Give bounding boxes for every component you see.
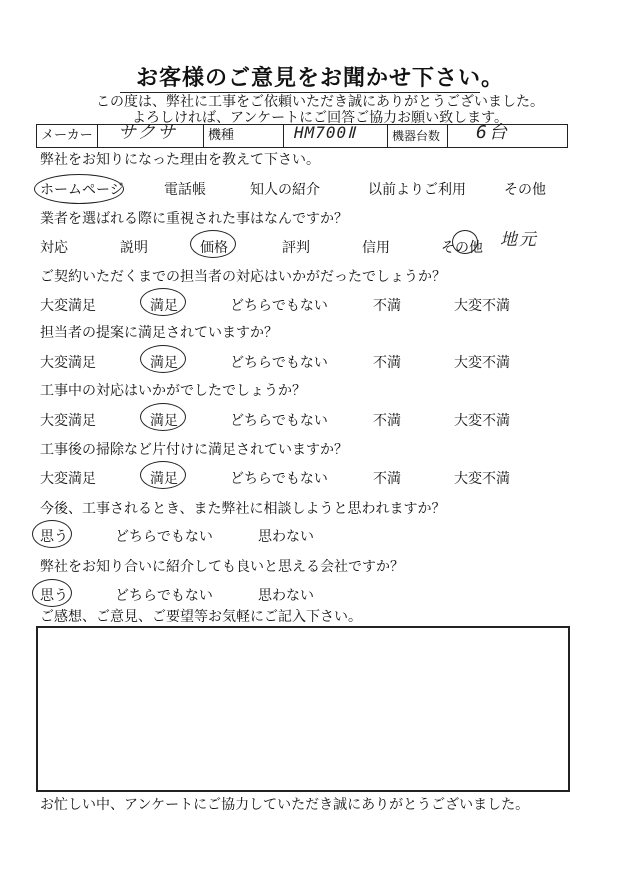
q6-option-neutral[interactable]: どちらでもない: [230, 471, 328, 487]
q2-option-other[interactable]: その他: [441, 240, 483, 256]
count-label: 機器台数: [392, 129, 441, 143]
q5-option-satisfied[interactable]: 満足: [150, 413, 178, 429]
q6-selection-circle: [140, 461, 186, 489]
q8-option-disagree[interactable]: 思わない: [258, 588, 314, 604]
q4-selection-circle: [140, 345, 186, 373]
question-8-text: 弊社をお知り合いに紹介しても良いと思える会社ですか？: [40, 559, 404, 575]
q1-option-phonebook[interactable]: 電話帳: [164, 182, 206, 198]
q2-option-response[interactable]: 対応: [40, 240, 68, 256]
question-4-text: 担当者の提案に満足されていますか？: [40, 325, 278, 341]
q4-option-dissatisfied[interactable]: 不満: [373, 355, 401, 371]
q1-option-previous[interactable]: 以前よりご利用: [368, 182, 466, 198]
q5-option-neutral[interactable]: どちらでもない: [230, 413, 328, 429]
question-3-text: ご契約いただくまでの担当者の対応はいかがだったでしょうか？: [40, 269, 446, 285]
q5-option-dissatisfied[interactable]: 不満: [373, 413, 401, 429]
q6-option-very-dissatisfied[interactable]: 大変不満: [454, 471, 510, 487]
title-underline: [120, 92, 480, 93]
question-7-text: 今後、工事されるとき、また弊社に相談しようと思われますか？: [40, 501, 446, 517]
maker-label: メーカー: [41, 128, 93, 143]
q3-option-very-satisfied[interactable]: 大変満足: [40, 298, 96, 314]
q2-option-explanation[interactable]: 説明: [120, 240, 148, 256]
q4-option-satisfied[interactable]: 満足: [150, 355, 178, 371]
model-value: HM700Ⅱ: [294, 123, 357, 142]
q7-option-agree[interactable]: 思う: [40, 529, 68, 545]
intro-line-2: よろしければ、アンケートにご回答ご協力お願い致します。: [131, 110, 509, 126]
q6-option-dissatisfied[interactable]: 不満: [373, 471, 401, 487]
q2-option-trust[interactable]: 信用: [362, 240, 390, 256]
question-6-text: 工事後の掃除など片付けに満足されていますか？: [40, 442, 348, 458]
q8-selection-circle: [32, 579, 72, 607]
intro-line-1: この度は、弊社に工事をご依頼いただき誠にありがとうございました。: [96, 94, 544, 110]
q2-price-circle: [190, 230, 236, 258]
q3-option-very-dissatisfied[interactable]: 大変不満: [454, 298, 510, 314]
footer-thanks: お忙しい中、アンケートにご協力していただき誠にありがとうございました。: [40, 797, 530, 813]
q4-option-very-dissatisfied[interactable]: 大変不満: [454, 355, 510, 371]
maker-label-cell: [37, 125, 97, 147]
equipment-info-table: [36, 124, 568, 148]
q4-option-neutral[interactable]: どちらでもない: [230, 355, 328, 371]
question-5-text: 工事中の対応はいかがでしたでしょうか？: [40, 383, 306, 399]
count-value: 6台: [476, 122, 509, 143]
q3-option-satisfied[interactable]: 満足: [150, 298, 178, 314]
q1-selection-circle: [34, 174, 124, 204]
question-2-text: 業者を選ばれる際に重視された事はなんですか？: [40, 211, 348, 227]
q2-other-circle: [452, 230, 478, 254]
q3-selection-circle: [140, 288, 186, 316]
maker-value-cell[interactable]: [97, 122, 203, 147]
survey-title: お客様のご意見をお聞かせ下さい。: [135, 66, 504, 91]
model-label-cell: [203, 125, 283, 147]
count-value-cell[interactable]: [447, 122, 566, 147]
count-label-cell: [387, 125, 447, 147]
q1-option-homepage[interactable]: ホームページ: [40, 182, 124, 198]
q5-selection-circle: [140, 403, 186, 431]
model-label: 機種: [208, 128, 235, 143]
q6-option-very-satisfied[interactable]: 大変満足: [40, 471, 96, 487]
q4-option-very-satisfied[interactable]: 大変満足: [40, 355, 96, 371]
q2-option-reputation[interactable]: 評判: [282, 240, 310, 256]
q2-option-price[interactable]: 価格: [200, 240, 228, 256]
comments-box[interactable]: [36, 626, 570, 792]
question-1-text: 弊社をお知りになった理由を教えて下さい。: [40, 152, 320, 168]
q7-option-neutral[interactable]: どちらでもない: [115, 529, 213, 545]
model-value-cell[interactable]: [283, 125, 387, 147]
comments-label: ご感想、ご意見、ご要望等お気軽にご記入下さい。: [40, 609, 362, 625]
q5-option-very-dissatisfied[interactable]: 大変不満: [454, 413, 510, 429]
q8-option-neutral[interactable]: どちらでもない: [115, 588, 213, 604]
q5-option-very-satisfied[interactable]: 大変満足: [40, 413, 96, 429]
q2-other-note[interactable]: 地元: [500, 230, 538, 250]
q1-option-other[interactable]: その他: [504, 182, 546, 198]
q7-selection-circle: [32, 520, 72, 548]
q8-option-agree[interactable]: 思う: [40, 588, 68, 604]
q3-option-neutral[interactable]: どちらでもない: [230, 298, 328, 314]
q1-option-referral[interactable]: 知人の紹介: [250, 182, 320, 198]
comments-value: [38, 628, 568, 640]
q3-option-dissatisfied[interactable]: 不満: [373, 298, 401, 314]
q7-option-disagree[interactable]: 思わない: [258, 529, 314, 545]
q6-option-satisfied[interactable]: 満足: [150, 471, 178, 487]
maker-value: サクサ: [118, 122, 178, 143]
